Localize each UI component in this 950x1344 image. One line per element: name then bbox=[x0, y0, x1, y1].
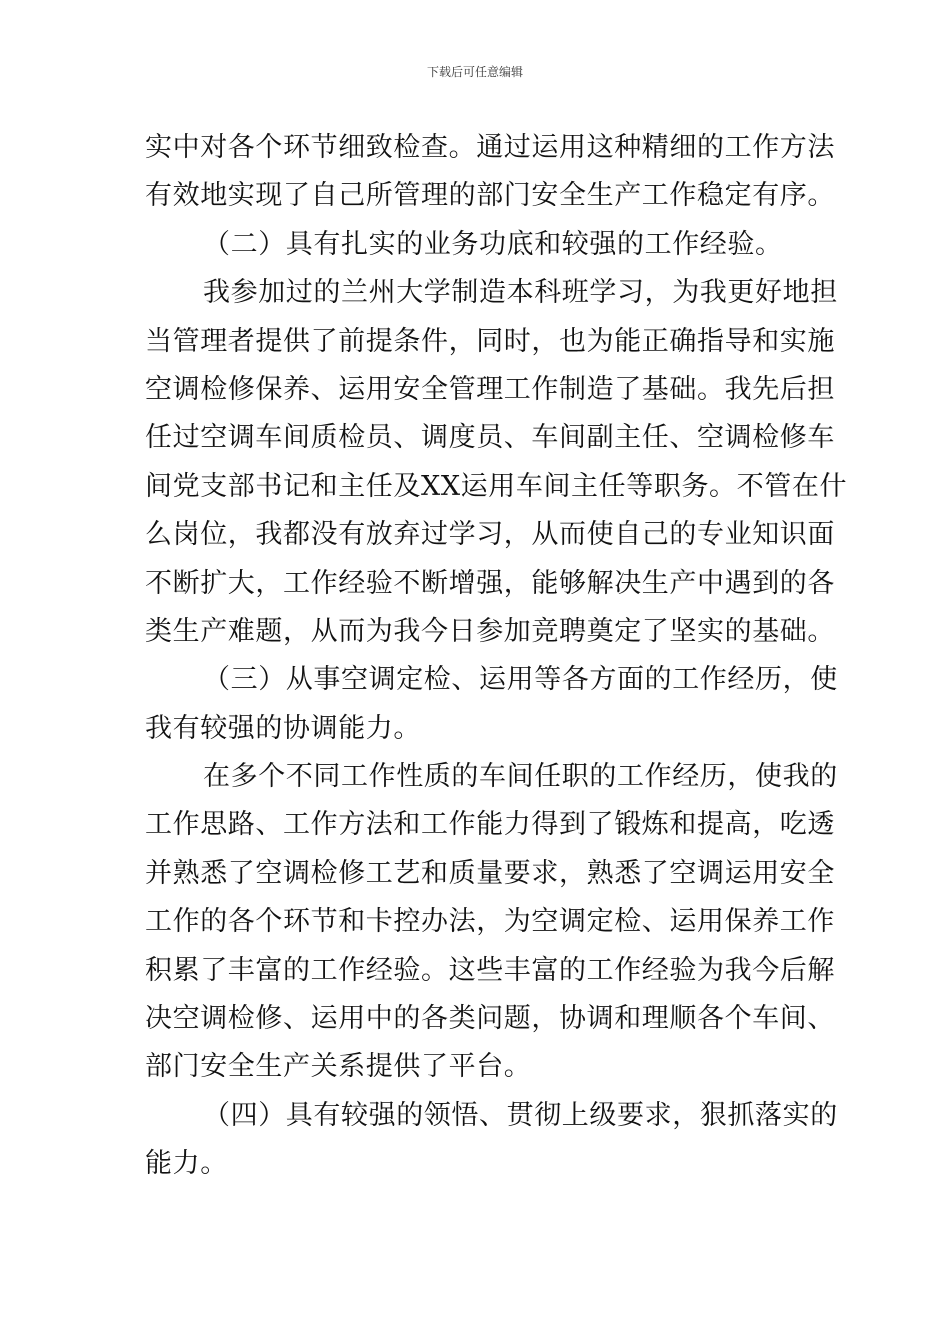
text-line: 空调检修保养、运用安全管理工作制造了基础。我先后担 bbox=[145, 373, 835, 405]
text-line: 任过空调车间质检员、调度员、车间副主任、空调检修车 bbox=[145, 422, 835, 454]
text-line: 当管理者提供了前提条件，同时，也为能正确指导和实施 bbox=[145, 325, 835, 357]
text-line: 并熟悉了空调检修工艺和质量要求，熟悉了空调运用安全 bbox=[145, 857, 835, 889]
text-line: 能力。 bbox=[145, 1148, 228, 1180]
section-heading-2: （二）具有扎实的业务功底和较强的工作经验。 bbox=[203, 228, 783, 260]
text-line: 工作思路、工作方法和工作能力得到了锻炼和提高，吃透 bbox=[145, 809, 835, 841]
text-line: 积累了丰富的工作经验。这些丰富的工作经验为我今后解 bbox=[145, 954, 835, 986]
text-line: 类生产难题，从而为我今日参加竞聘奠定了坚实的基础。 bbox=[145, 615, 835, 647]
document-body bbox=[145, 124, 848, 1189]
text-line: 决空调检修、运用中的各类问题，协调和理顺各个车间、 bbox=[145, 1003, 835, 1035]
text-line: 我参加过的兰州大学制造本科班学习，为我更好地担 bbox=[203, 277, 838, 309]
text-line: 我有较强的协调能力。 bbox=[145, 712, 421, 744]
section-heading-3: （三）从事空调定检、运用等各方面的工作经历，使 bbox=[203, 664, 838, 696]
text-line: 工作的各个环节和卡控办法，为空调定检、运用保养工作 bbox=[145, 906, 835, 938]
text-line: 间党支部书记和主任及XX运用车间主任等职务。不管在什 bbox=[145, 470, 848, 502]
text-line: 在多个不同工作性质的车间任职的工作经历，使我的 bbox=[203, 761, 838, 793]
text-line: 不断扩大，工作经验不断增强，能够解决生产中遇到的各 bbox=[145, 567, 835, 599]
text-line: 有效地实现了自己所管理的部门安全生产工作稳定有序。 bbox=[145, 180, 835, 212]
text-line: 实中对各个环节细致检查。通过运用这种精细的工作方法 bbox=[145, 132, 835, 163]
page-header: 下载后可任意编辑 bbox=[426, 65, 523, 79]
text-line: 部门安全生产关系提供了平台。 bbox=[145, 1051, 532, 1083]
section-heading-4: （四）具有较强的领悟、贯彻上级要求，狠抓落实的 bbox=[203, 1099, 838, 1131]
text-line: 么岗位，我都没有放弃过学习，从而使自己的专业知识面 bbox=[145, 519, 835, 551]
